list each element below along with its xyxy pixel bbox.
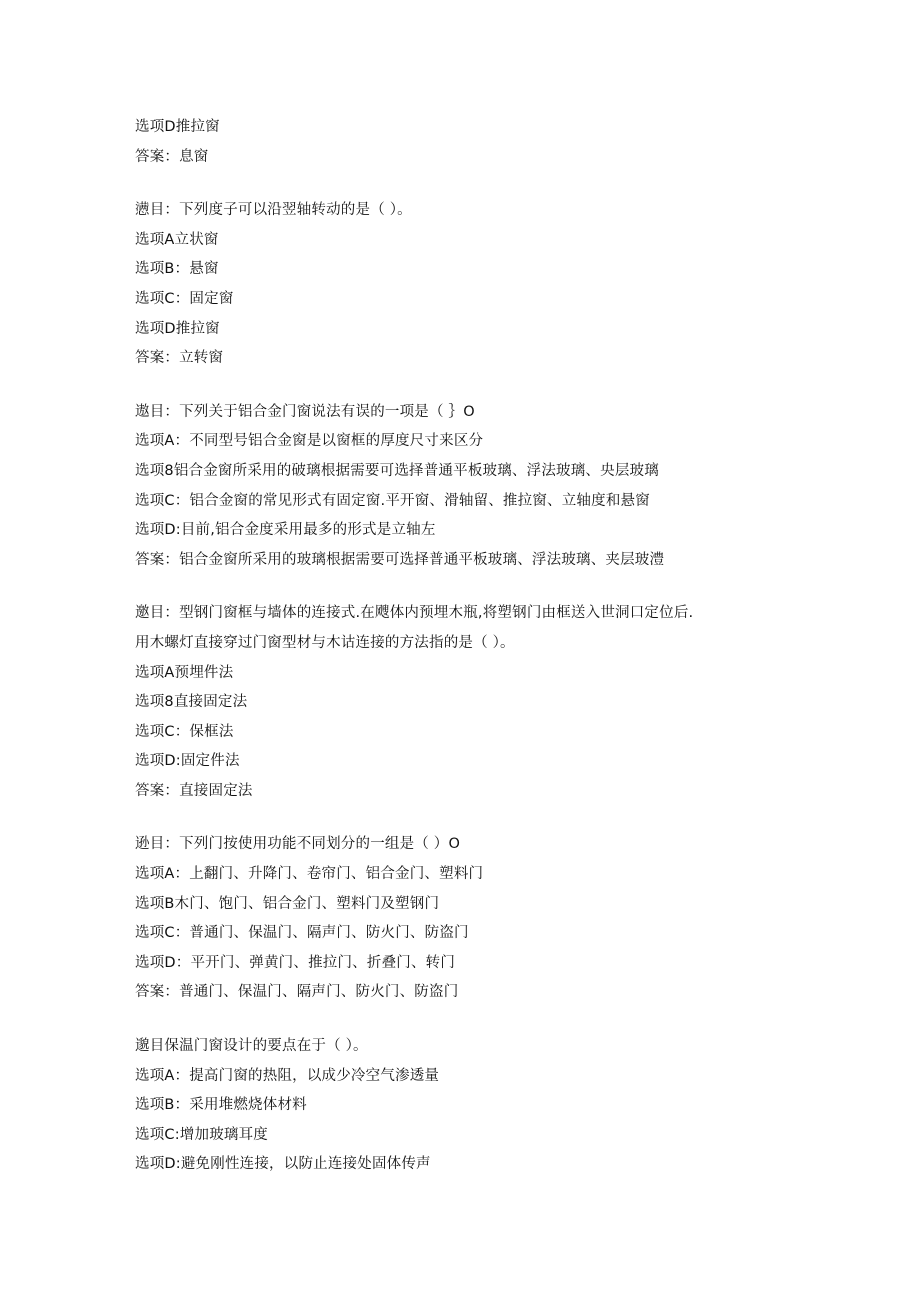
question-block — [135, 398, 835, 576]
question-block — [135, 113, 835, 172]
option-line: 选项8铝合金窗所采用的破璃根据需要可选择普通平板玻璃、浮法玻璃、央层玻璃 — [135, 462, 659, 479]
question-stem: 邈目保温门窗设计的要点在于（ ）。 — [135, 1038, 368, 1055]
option-line: 选项C：固定窗 — [135, 290, 234, 307]
question-stem: 邀目：型钢门窗框与墙体的连接式.在飕体内预埋木瓶,将塑钢门由框送入世洞口定位后. — [135, 605, 694, 622]
answer-line: 答案：立转窗 — [135, 350, 224, 367]
option-line: 选项8直接固定法 — [135, 694, 248, 711]
question-stem: 懑目：下列度子可以沿翌轴转动的是（ ）。 — [135, 202, 412, 219]
option-line: 选项D推拉窗 — [135, 320, 220, 337]
option-line: 选项D推拉窗 — [135, 119, 220, 135]
option-line: 选项B：采用堆燃烧体材料 — [135, 1097, 307, 1114]
answer-line: 答案：铝合金窗所采用的玻璃根据需要可选择普通平板玻璃、浮法玻璃、夹层玻澧 — [135, 551, 665, 568]
option-line: 选项C：铝合金窗的常见形式有固定窗.平开窗、滑轴留、推拉窗、立轴度和悬窗 — [135, 492, 650, 509]
option-line: 选项B木门、饱门、铝合金门、塑料门及塑钢门 — [135, 895, 440, 912]
question-stem-continued: 用木螺灯直接穿过门窗型材与木诂连接的方法指的是（ ）。 — [135, 634, 515, 651]
option-line: 选项A：不同型号铝合金窗是以窗框的厚度尺寸来区分 — [135, 433, 484, 450]
option-line: 选项C：普通门、保温门、隔声门、防火门、防盗门 — [135, 925, 469, 942]
option-line: 选项C:增加玻璃耳度 — [135, 1126, 269, 1143]
answer-line: 答案：直接固定法 — [135, 782, 253, 799]
question-block — [135, 1032, 835, 1180]
option-line: 选项A预埋件法 — [135, 664, 234, 681]
option-line: 选项D:目前,铝合金度采用最多的形式是立轴左 — [135, 522, 436, 539]
answer-line: 答案：普通门、保温门、隔声门、防火门、防盗门 — [135, 984, 459, 1001]
option-line: 选项D：平开门、弹黄门、推拉门、折叠门、转门 — [135, 954, 456, 971]
question-block — [135, 830, 835, 1008]
question-stem: 遨目：下列关于铝合金门窗说法有误的一项是（ ｝O — [135, 403, 475, 420]
option-line: 选项C：保框法 — [135, 723, 234, 740]
question-block — [135, 196, 835, 374]
option-line: 选项D:避免刚性连接，以防止连接处固体传声 — [135, 1156, 431, 1173]
question-block — [135, 599, 835, 806]
answer-line: 答案：息窗 — [135, 148, 209, 165]
question-stem: 逊目：下列门按使用功能不同划分的一组是（ ）O — [135, 836, 461, 853]
option-line: 选项A：提高门窗的热阻，以成少冷空气渗透量 — [135, 1067, 440, 1084]
option-line: 选项A立状窗 — [135, 231, 219, 248]
option-line: 选项A：上翻门、升降门、卷帘门、铝合金门、塑料门 — [135, 866, 484, 883]
question-list — [135, 113, 835, 1204]
option-line: 选项D:固定件法 — [135, 753, 240, 770]
option-line: 选项B：悬窗 — [135, 261, 219, 278]
